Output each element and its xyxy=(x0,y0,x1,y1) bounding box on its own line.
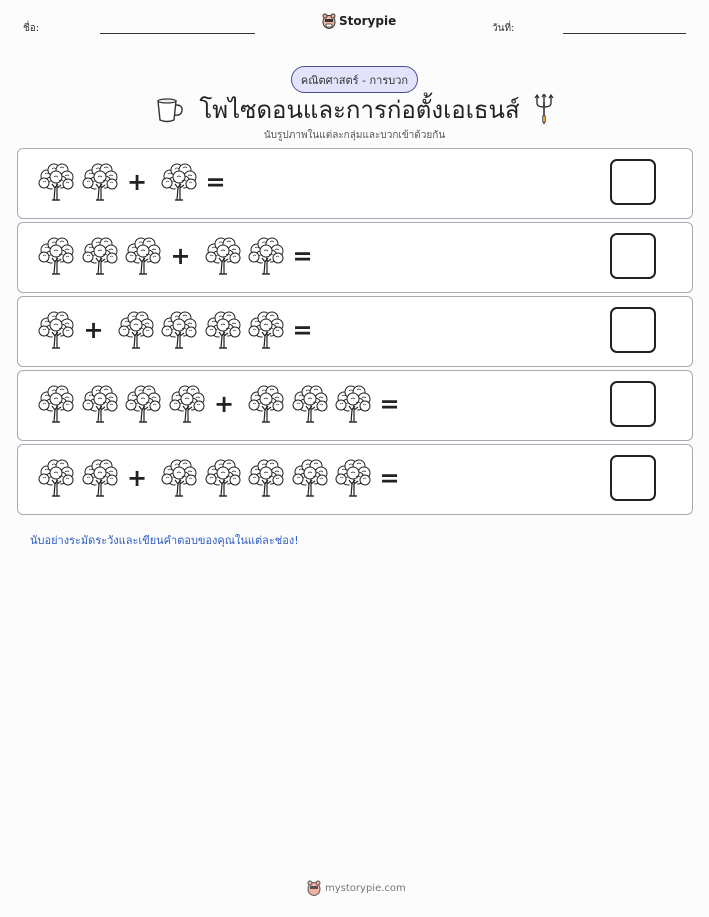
cup-icon xyxy=(155,96,185,124)
footer-instruction: นับอย่างระมัดระวังและเขียนคำตอบของคุณในแต่ละช่อง! xyxy=(30,534,299,547)
tree-icon xyxy=(37,310,75,350)
answer-box[interactable] xyxy=(610,233,656,279)
tree-icon xyxy=(37,458,75,498)
answer-box[interactable] xyxy=(610,307,656,353)
tree-icon xyxy=(81,162,119,202)
tree-icon xyxy=(204,236,242,276)
problem-row xyxy=(17,296,693,367)
tree-icon xyxy=(124,384,162,424)
storypie-mascot-icon xyxy=(322,13,336,29)
answer-box[interactable] xyxy=(610,381,656,427)
tree-icon xyxy=(247,458,285,498)
tree-icon xyxy=(160,310,198,350)
tree-icon xyxy=(247,236,285,276)
equals-sign: = xyxy=(292,316,313,344)
tree-icon xyxy=(291,384,329,424)
tree-icon xyxy=(204,458,242,498)
tree-icon xyxy=(204,310,242,350)
problem-row xyxy=(17,222,693,293)
tree-icon xyxy=(117,310,155,350)
equals-sign: = xyxy=(205,168,226,196)
name-label: ชื่อ: xyxy=(23,23,40,34)
problem-row xyxy=(17,444,693,515)
site-footer xyxy=(307,880,406,896)
tree-icon xyxy=(291,458,329,498)
tree-icon xyxy=(247,384,285,424)
storypie-mascot-icon xyxy=(307,880,321,896)
brand-name: Storypie xyxy=(339,14,397,28)
tree-icon xyxy=(37,162,75,202)
equals-sign: = xyxy=(379,464,400,492)
date-label: วันที่: xyxy=(492,23,515,34)
tree-icon xyxy=(81,384,119,424)
tree-icon xyxy=(81,236,119,276)
plus-sign: + xyxy=(127,464,148,492)
brand-logo xyxy=(322,13,396,29)
tree-icon xyxy=(168,384,206,424)
name-line[interactable] xyxy=(100,33,255,34)
answer-box[interactable] xyxy=(610,455,656,501)
plus-sign: + xyxy=(127,168,148,196)
equals-sign: = xyxy=(379,390,400,418)
tree-icon xyxy=(124,236,162,276)
plus-sign: + xyxy=(83,316,104,344)
tree-icon xyxy=(160,162,198,202)
tree-icon xyxy=(37,384,75,424)
date-line[interactable] xyxy=(563,33,686,34)
site-url[interactable]: mystorypie.com xyxy=(325,882,406,894)
tree-icon xyxy=(334,384,372,424)
tree-icon xyxy=(81,458,119,498)
problem-row xyxy=(17,148,693,219)
tree-icon xyxy=(247,310,285,350)
equals-sign: = xyxy=(292,242,313,270)
instructions-subtitle: นับรูปภาพในแต่ละกลุ่มและบวกเข้าด้วยกัน xyxy=(263,130,446,141)
plus-sign: + xyxy=(214,390,235,418)
tree-icon xyxy=(160,458,198,498)
tree-icon xyxy=(37,236,75,276)
page-title: โพไซดอนและการก่อตั้งเอเธนส์ xyxy=(199,96,520,124)
answer-box[interactable] xyxy=(610,159,656,205)
plus-sign: + xyxy=(170,242,191,270)
tree-icon xyxy=(334,458,372,498)
problem-row xyxy=(17,370,693,441)
trident-icon xyxy=(534,94,554,126)
subject-badge: คณิตศาสตร์ - การบวก xyxy=(291,66,418,93)
title-row xyxy=(0,90,709,129)
